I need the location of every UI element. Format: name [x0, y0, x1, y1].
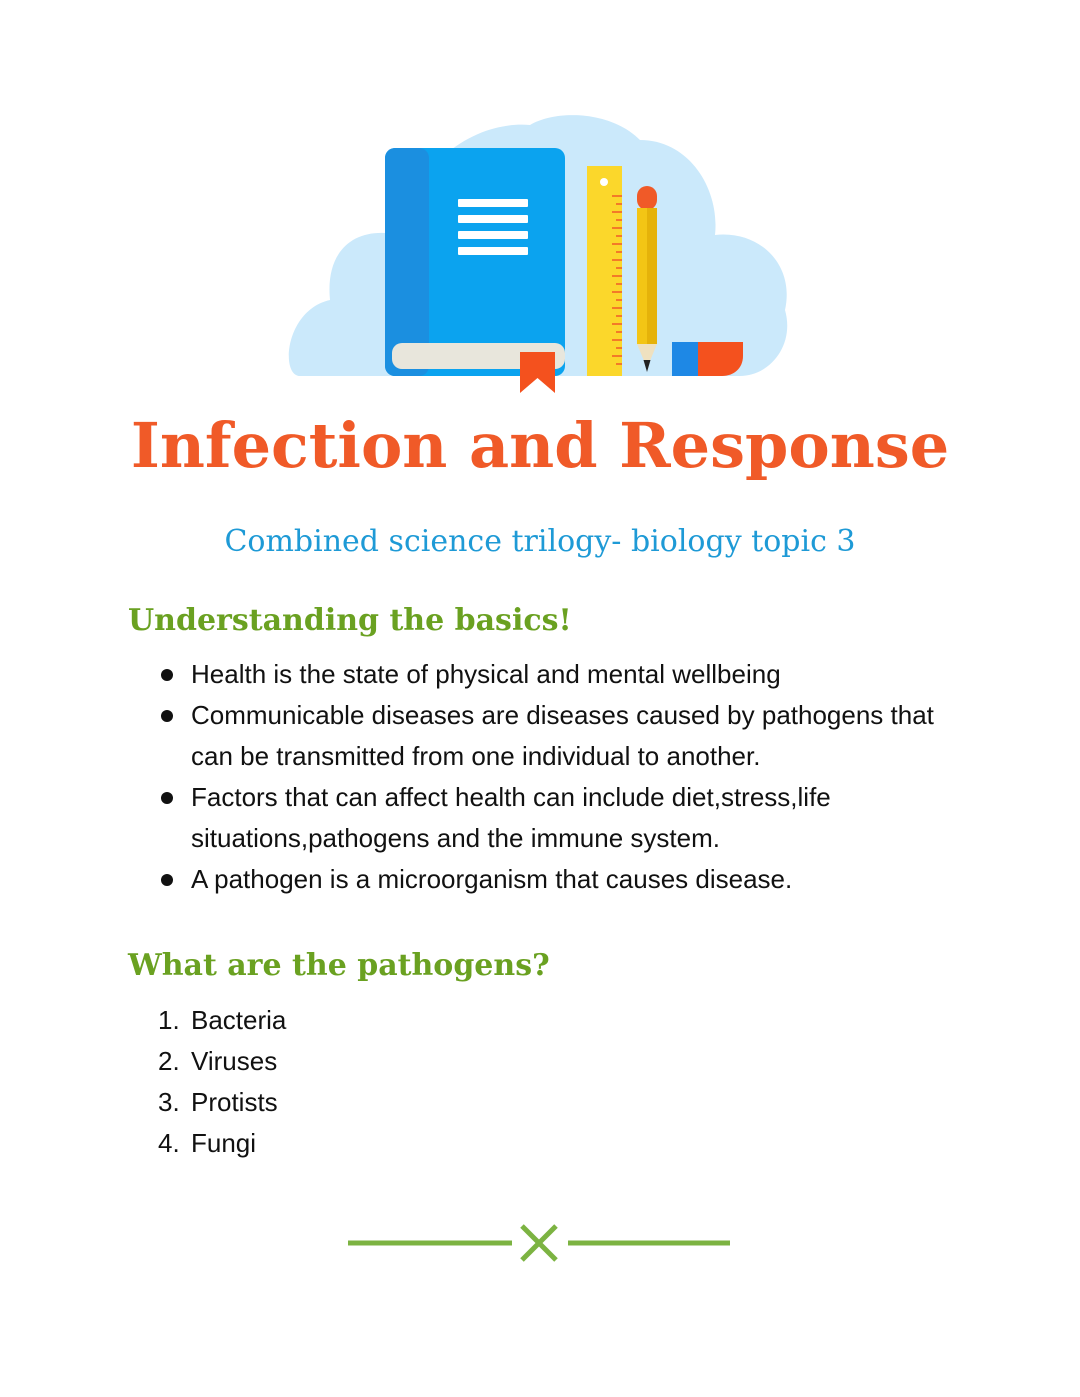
list-item-number: 3. [158, 1087, 180, 1117]
page-title: Infection and Response [130, 409, 950, 482]
pathogens-numbered-list [158, 1000, 286, 1164]
list-item-number: 2. [158, 1046, 180, 1076]
cross-divider-icon [346, 1220, 734, 1266]
list-item-label: Bacteria [191, 1005, 287, 1035]
page-subtitle: Combined science trilogy- biology topic 3 [224, 524, 856, 559]
section-heading-pathogens: What are the pathogens? [128, 948, 550, 983]
list-item-number: 1. [158, 1005, 180, 1035]
section-divider [346, 1220, 734, 1271]
book-icon [385, 148, 565, 393]
list-item-label: Protists [191, 1087, 278, 1117]
list-item [158, 1041, 286, 1082]
eraser-icon [672, 342, 743, 376]
book-ruler-pencil-illustration-icon [0, 0, 1080, 400]
bullet-item: A pathogen is a microorganism that causes disease. [158, 859, 978, 900]
list-item-label: Viruses [191, 1046, 278, 1076]
basics-bullet-list [158, 654, 978, 900]
list-item [158, 1123, 286, 1164]
list-item [158, 1082, 286, 1123]
ruler-icon [587, 166, 622, 376]
list-item-number: 4. [158, 1128, 180, 1158]
list-item-label: Fungi [191, 1128, 257, 1158]
bullet-item: Factors that can affect health can include diet,stress,life situations,pathogens and the immune system. [158, 777, 978, 859]
bullet-item: Communicable diseases are diseases caused by pathogens that can be transmitted from one individual to another. [158, 695, 978, 777]
pencil-icon [637, 186, 657, 372]
bullet-item: Health is the state of physical and mental wellbeing [158, 654, 978, 695]
list-item [158, 1000, 286, 1041]
hero-illustration [0, 0, 1080, 400]
section-heading-basics: Understanding the basics! [128, 603, 572, 638]
